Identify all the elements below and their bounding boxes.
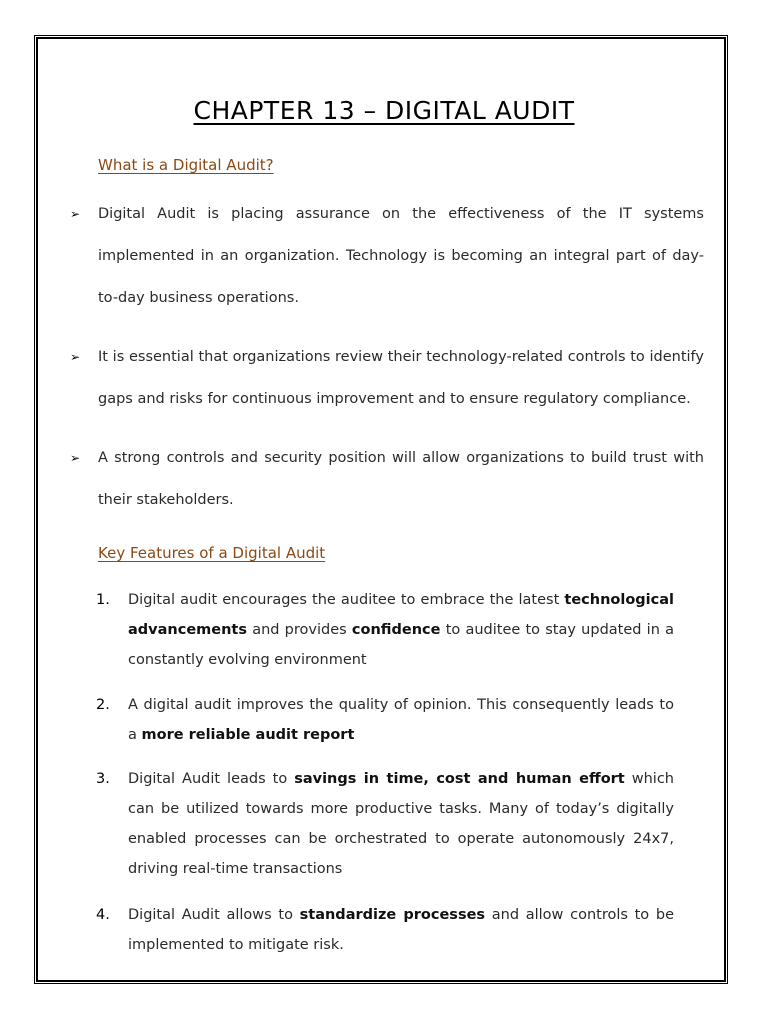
- feature-text-part: Digital audit encourages the auditee to embrace the latest: [128, 592, 565, 608]
- feature-emphasis: more reliable audit report: [141, 727, 355, 743]
- bullet-list: [70, 193, 704, 521]
- feature-text: [96, 900, 674, 960]
- bullet-text: A strong controls and security position will allow organizations to build trust with their stakeholders.: [98, 450, 704, 508]
- page-title-text: CHAPTER 13 – DIGITAL AUDIT: [193, 96, 575, 125]
- feature-text-part: Digital Audit allows to: [128, 907, 300, 923]
- section-heading-what-is: What is a Digital Audit?: [98, 156, 274, 174]
- feature-emphasis: standardize processes: [299, 907, 486, 923]
- feature-number: 4.: [96, 907, 110, 923]
- feature-item: [96, 900, 674, 960]
- feature-item: [96, 764, 674, 884]
- page-title: [0, 96, 768, 125]
- feature-text: [96, 764, 674, 884]
- feature-emphasis: confidence: [351, 622, 441, 638]
- bullet-text: Digital Audit is placing assurance on the effectiveness of the IT systems implemented in an organization. Technology is becoming an integral part of day-to-day business operations.: [98, 206, 704, 306]
- bullet-text: It is essential that organizations review their technology-related controls to identify gaps and risks for continuous improvement and to ensure regulatory compliance.: [98, 349, 704, 407]
- bullet-item: [70, 193, 704, 319]
- feature-emphasis: savings in time, cost and human effort: [294, 771, 625, 787]
- feature-text-part: to auditee to stay updated in a constantly evolving environment: [128, 622, 674, 668]
- section-heading-key-features: Key Features of a Digital Audit: [98, 544, 326, 562]
- feature-text: [96, 690, 674, 750]
- feature-text-part: Digital Audit leads to: [128, 771, 295, 787]
- arrow-bullet-icon: ➢: [70, 207, 81, 221]
- feature-text: [96, 585, 674, 675]
- feature-number: 1.: [96, 592, 110, 608]
- bullet-item: [70, 336, 704, 420]
- feature-text-part: and allow controls to be implemented to mitigate risk.: [128, 907, 674, 953]
- bullet-item: [70, 437, 704, 521]
- feature-emphasis: technological advancements: [128, 592, 674, 638]
- feature-text-part: which can be utilized towards more productive tasks. Many of today’s digitally enabled processes can be orchestrated to operate autonomously 24x7, driving real-time transactions: [128, 771, 674, 877]
- feature-text-part: A digital audit improves the quality of opinion. This consequently leads to a: [128, 697, 674, 743]
- feature-text-part: and provides: [246, 622, 352, 638]
- arrow-bullet-icon: ➢: [70, 350, 81, 364]
- feature-item: [96, 690, 674, 750]
- feature-item: [96, 585, 674, 675]
- feature-number: 2.: [96, 697, 110, 713]
- arrow-bullet-icon: ➢: [70, 451, 81, 465]
- feature-number: 3.: [96, 771, 110, 787]
